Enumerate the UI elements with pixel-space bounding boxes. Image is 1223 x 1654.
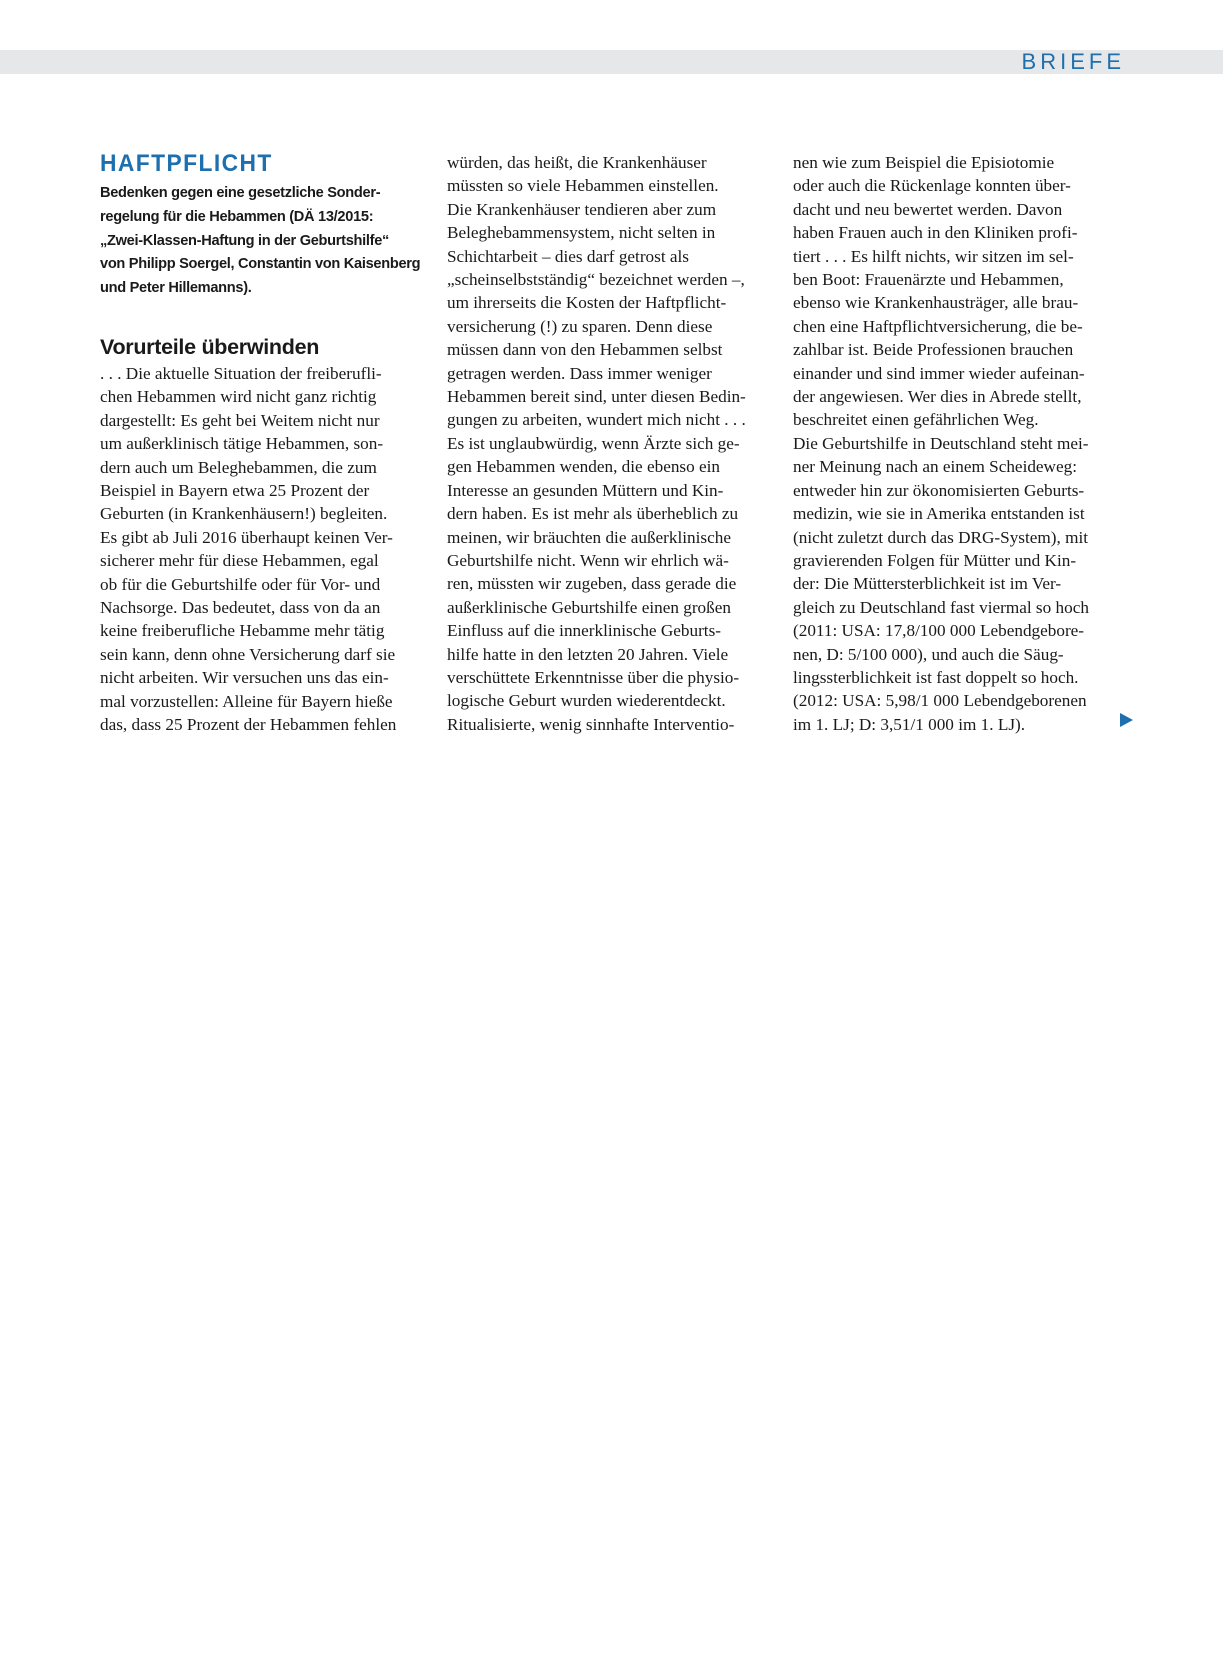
body-line: dern auch um Beleghebammen, die zum [100,457,377,477]
intro-text [100,182,428,301]
body-line: tiert . . . Es hilft nichts, wir sitzen im sel- [793,246,1074,266]
body-line: Es ist unglaubwürdig, wenn Ärzte sich ge- [447,433,740,453]
body-line: oder auch die Rückenlage konnten über- [793,176,1071,196]
rubric-title: HAFTPFLICHT [100,150,273,177]
body-line: gleich zu Deutschland fast viermal so hoch [793,597,1089,617]
body-line: meinen, wir bräuchten die außerklinische [447,527,731,547]
body-line: . . . Die aktuelle Situation der freiberufli- [100,363,382,383]
body-line: verschüttete Erkenntnisse über die physio- [447,667,740,687]
body-line: keine freiberufliche Hebamme mehr tätig [100,621,385,641]
section-label: BRIEFE [1021,49,1125,74]
continue-arrow-icon [1120,713,1133,727]
body-line: Geburten (in Krankenhäusern!) begleiten. [100,504,388,524]
body-line: beschreitet einen gefährlichen Weg. [793,410,1039,430]
intro-line: und Peter Hillemanns). [100,280,252,297]
body-line: dern haben. Es ist mehr als überheblich zu [447,504,739,524]
body-line: der: Die Müttersterblichkeit ist im Ver- [793,574,1062,594]
body-line: zahlbar ist. Beide Professionen brauchen [793,340,1074,360]
body-line: sicherer mehr für diese Hebammen, egal [100,551,379,571]
body-line: entweder hin zur ökonomisierten Geburts- [793,480,1085,500]
body-text-col1 [100,362,428,737]
body-line: haben Frauen auch in den Kliniken profi- [793,223,1078,243]
body-line: getragen werden. Dass immer weniger [447,363,712,383]
body-line: dacht und neu bewertet werden. Davon [793,199,1063,219]
intro-line: Bedenken gegen eine gesetzliche Sonder- [100,185,381,201]
column-1 [100,151,428,736]
body-line: hilfe hatte in den letzten 20 Jahren. Viele [447,644,729,664]
body-line: gungen zu arbeiten, wundert mich nicht . . . [447,410,746,430]
column-2 [447,151,775,736]
body-line: ner Meinung nach an einem Scheideweg: [793,457,1077,477]
body-line: ebenso wie Krankenhausträger, alle brau- [793,293,1079,313]
body-line: nen, D: 5/100 000), und auch die Säug- [793,644,1064,664]
body-line: Ritualisierte, wenig sinnhafte Interventio- [447,714,735,734]
body-line: nen wie zum Beispiel die Episiotomie [793,153,1055,172]
body-line: versicherung (!) zu sparen. Denn diese [447,316,713,336]
body-line: außerklinische Geburtshilfe einen großen [447,597,731,617]
body-line: im 1. LJ; D: 3,51/1 000 im 1. LJ). [793,714,1026,734]
body-line: Interesse an gesunden Müttern und Kin- [447,480,724,500]
body-line: der angewiesen. Wer dies in Abrede stellt, [793,387,1082,407]
body-line: (nicht zuletzt durch das DRG-System), mit [793,527,1088,547]
column-3 [793,151,1121,736]
body-line: einander und sind immer wieder aufeinan- [793,363,1085,383]
body-line: müssen dann von den Hebammen selbst [447,340,723,360]
body-line: müssten so viele Hebammen einstellen. [447,176,719,196]
body-line: dargestellt: Es geht bei Weitem nicht nur [100,410,380,430]
body-line: Beispiel in Bayern etwa 25 Prozent der [100,481,370,501]
body-line: lingssterblichkeit ist fast doppelt so hoch. [793,667,1079,687]
body-line: Die Krankenhäuser tendieren aber zum [447,199,717,219]
body-line: um außerklinisch tätige Hebammen, son- [100,434,384,454]
body-line: logische Geburt wurden wiederentdeckt. [447,691,726,711]
body-line: (2011: USA: 17,8/100 000 Lebendgebore- [793,621,1085,641]
body-line: ren, müssten wir zugeben, dass gerade die [447,574,737,594]
intro-line: von Philipp Soergel, Constantin von Kaisenberg [100,256,421,273]
letter-headline: Vorurteile überwinden [100,334,320,359]
body-line: „scheinselbstständig“ bezeichnet werden –, [447,270,745,290]
body-line: medizin, wie sie in Amerika entstanden ist [793,504,1085,524]
body-line: um ihrerseits die Kosten der Haftpflicht- [447,293,727,313]
body-line: das, dass 25 Prozent der Hebammen fehlen [100,715,397,735]
body-line: Hebammen bereit sind, unter diesen Bedin- [447,387,746,407]
body-line: Die Geburtshilfe in Deutschland steht mei- [793,433,1089,453]
body-line: Einfluss auf die innerklinische Geburts- [447,621,721,641]
body-line: gen Hebammen wenden, die ebenso ein [447,457,720,477]
intro-line: „Zwei-Klassen-Haftung in der Geburtshilfe“ [100,232,390,249]
body-line: Es gibt ab Juli 2016 überhaupt keinen Ver- [100,527,393,547]
body-line: gravierenden Folgen für Mütter und Kin- [793,550,1077,570]
body-line: Geburtshilfe nicht. Wenn wir ehrlich wä- [447,550,729,570]
body-line: ben Boot: Frauenärzte und Hebammen, [793,270,1064,290]
body-line: würden, das heißt, die Krankenhäuser [447,153,707,172]
body-line: Nachsorge. Das bedeutet, dass von da an [100,598,381,618]
body-line: nicht arbeiten. Wir versuchen uns das ein- [100,668,389,688]
body-line: ob für die Geburtshilfe oder für Vor- und [100,574,381,594]
intro-line: regelung für die Hebammen (DÄ 13/2015: [100,208,374,225]
body-line: chen eine Haftpflichtversicherung, die be- [793,316,1083,336]
body-line: sein kann, denn ohne Versicherung darf sie [100,644,396,664]
body-line: chen Hebammen wird nicht ganz richtig [100,387,377,407]
body-line: Schichtarbeit – dies darf getrost als [447,246,689,266]
body-line: Beleghebammensystem, nicht selten in [447,223,716,243]
body-line: (2012: USA: 5,98/1 000 Lebendgeborenen [793,691,1087,711]
body-line: mal vorzustellen: Alleine für Bayern hieße [100,691,393,711]
